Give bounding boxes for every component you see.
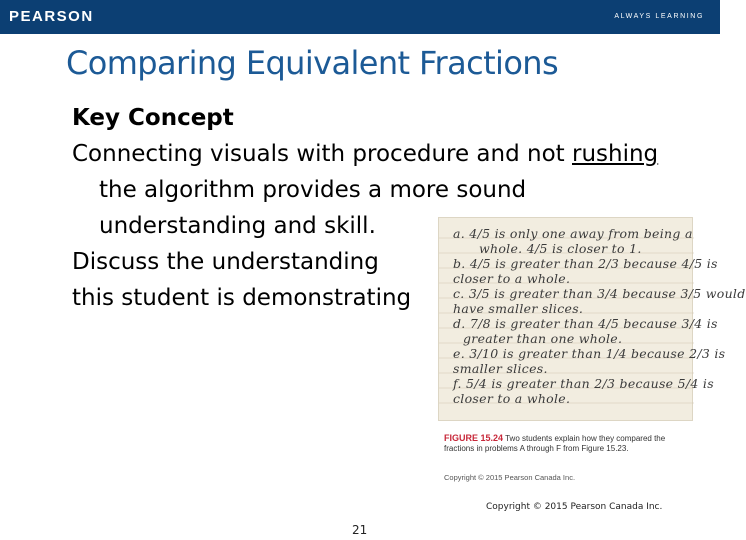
paragraph-line-3: understanding and skill.: [99, 213, 376, 239]
paragraph-line-1-text: Connecting visuals with procedure and not: [72, 141, 572, 167]
discussion-line-1: Discuss the understanding: [72, 249, 379, 275]
handwriting-line: smaller slices.: [453, 361, 548, 376]
discussion-line-2: this student is demonstrating: [72, 285, 412, 311]
handwriting-line: b. 4/5 is greater than 2/3 because 4/5 is: [453, 256, 718, 271]
underlined-word: rushing: [572, 141, 659, 167]
figure-caption-text: Two students explain how they compared the fractions in problems A through F from Figure 15.23.: [444, 434, 666, 453]
handwriting-line: e. 3/10 is greater than 1/4 because 2/3 is: [453, 346, 726, 361]
handwriting-line: d. 7/8 is greater than 4/5 because 3/4 is: [453, 316, 718, 331]
tagline: ALWAYS LEARNING: [614, 13, 704, 20]
pearson-logo: PEARSON: [9, 8, 94, 25]
header-bar: [0, 0, 720, 34]
handwriting-line: f. 5/4 is greater than 2/3 because 5/4 is: [453, 376, 714, 391]
page-number: 21: [352, 523, 368, 537]
handwriting-line: closer to a whole.: [453, 391, 571, 406]
paragraph-line-1: [72, 136, 712, 172]
figure-label: FIGURE 15.24: [444, 433, 504, 443]
paragraph-line-2: the algorithm provides a more sound: [99, 177, 527, 203]
footer-copyright: Copyright © 2015 Pearson Canada Inc.: [486, 502, 663, 512]
slide-title: Comparing Equivalent Fractions: [66, 44, 559, 82]
handwriting-line: whole. 4/5 is closer to 1.: [479, 241, 642, 256]
figure-caption: [444, 433, 694, 454]
handwriting-line: c. 3/5 is greater than 3/4 because 3/5 would: [453, 286, 746, 301]
student-work-figure: [438, 217, 746, 485]
handwritten-student-work: [438, 217, 746, 421]
key-concept-heading: Key Concept: [72, 105, 234, 131]
handwriting-line: have smaller slices.: [453, 301, 584, 316]
handwriting-line: greater than one whole.: [463, 331, 623, 346]
figure-copyright: Copyright © 2015 Pearson Canada Inc.: [444, 473, 576, 482]
handwriting-line: closer to a whole.: [453, 271, 571, 286]
handwriting-line: a. 4/5 is only one away from being a: [453, 226, 693, 241]
